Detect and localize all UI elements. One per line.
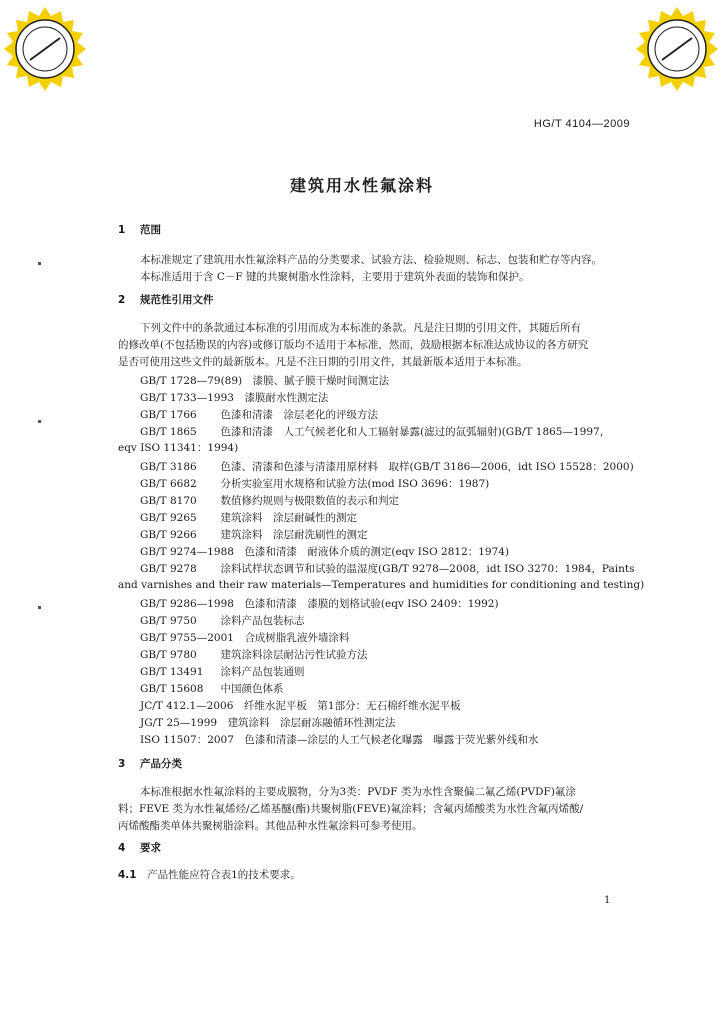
reference-item — [140, 614, 305, 628]
reference-item — [140, 562, 634, 576]
reference-title: 色漆和清漆 耐液体介质的测定(eqv ISO 2812：1974) — [244, 546, 510, 558]
reference-item — [140, 597, 499, 611]
reference-title: 建筑涂料 涂层耐冻融循环性测定法 — [227, 717, 396, 729]
reference-item — [140, 391, 328, 405]
section-1-heading — [118, 223, 161, 237]
reference-item — [140, 511, 357, 525]
pdf-xchange-badge-left[interactable] — [2, 6, 88, 92]
page-number: 1 — [604, 895, 611, 906]
reference-code: eqv ISO 11341：1994) — [118, 442, 239, 454]
reference-title: 色漆和清漆—涂层的人工气候老化曝露 曝露于荧光紫外线和水 — [244, 734, 539, 746]
reference-item — [140, 716, 396, 730]
star-seal-icon — [634, 6, 720, 92]
reference-code: GB/T 9278 — [140, 563, 197, 575]
reference-title: 涂料产品包装通则 — [220, 666, 305, 678]
paragraph: 本标准根据水性氟涂料的主要成膜物，分为3类：PVDF 类为水性含聚偏二氟乙烯(PVDF)氟涂 — [140, 786, 576, 798]
reference-code: GB/T 9265 — [140, 512, 197, 524]
reference-title: 漆膜、腻子膜干燥时间测定法 — [252, 375, 390, 387]
section-4-heading — [118, 841, 161, 855]
reference-code: GB/T 9755—2001 — [140, 632, 234, 644]
star-seal-icon — [2, 6, 88, 92]
clause-text: 产品性能应符合表1的技术要求。 — [147, 869, 301, 881]
pdf-xchange-badge-right[interactable] — [634, 6, 720, 92]
reference-code: GB/T 9286—1998 — [140, 598, 234, 610]
reference-code: GB/T 1728—79(89) — [140, 375, 243, 387]
paragraph: 下列文件中的条款通过本标准的引用而成为本标准的条款。凡是注日期的引用文件，其随后所有 — [140, 322, 581, 334]
reference-title: 漆膜耐水性测定法 — [244, 392, 329, 404]
reference-code: GB/T 15608 — [140, 683, 204, 695]
reference-title: 色漆和清漆 漆膜的划格试验(eqv ISO 2409：1992) — [244, 598, 499, 610]
section-title: 产品分类 — [140, 758, 182, 770]
section-number: 2 — [118, 294, 126, 306]
reference-item — [140, 460, 634, 474]
reference-item — [140, 408, 378, 422]
reference-title: 纤维水泥平板 第1部分：无石棉纤维水泥平板 — [243, 700, 461, 712]
reference-title: 色漆和清漆 涂层老化的评级方法 — [220, 409, 378, 421]
reference-code: GB/T 8170 — [140, 495, 197, 507]
reference-code: and varnishes and their raw materials—Temperatures and humidities for conditioning and testing) — [118, 579, 645, 591]
reference-code: GB/T 6682 — [140, 478, 197, 490]
reference-code: GB/T 1766 — [140, 409, 197, 421]
document-title: 建筑用水性氟涂料 — [289, 176, 434, 195]
reference-item — [140, 477, 489, 491]
scan-artifact — [38, 262, 41, 265]
section-title: 范围 — [140, 224, 161, 236]
reference-continuation — [118, 578, 644, 592]
reference-title: 色漆和清漆 人工气候老化和人工辐射暴露(滤过的氙弧辐射)(GB/T 1865—1997， — [220, 426, 611, 438]
reference-item — [140, 494, 399, 508]
reference-code: ISO 11507：2007 — [140, 734, 234, 746]
section-title: 要求 — [140, 842, 161, 854]
paragraph: 本标准规定了建筑用水性氟涂料产品的分类要求、试验方法、检验规则、标志、包装和贮存等内容。 — [140, 254, 602, 266]
reference-code: GB/T 9266 — [140, 529, 197, 541]
paragraph: 本标准适用于含 C－F 键的共聚树脂水性涂料，主要用于建筑外表面的装饰和保护。 — [140, 271, 530, 283]
reference-title: 建筑涂料 涂层耐洗刷性的测定 — [220, 529, 368, 541]
clause — [118, 868, 301, 882]
reference-item — [140, 374, 389, 388]
section-number: 4 — [118, 842, 126, 854]
reference-item — [140, 699, 461, 713]
reference-title: 涂料试样状态调节和试验的温湿度(GB/T 9278—2008，idt ISO 3270：1984，Paints — [220, 563, 635, 575]
reference-item — [140, 682, 284, 696]
paragraph: 丙烯酸酯类单体共聚树脂涂料。其他品种水性氟涂料可参考使用。 — [118, 820, 423, 832]
reference-code: GB/T 9274—1988 — [140, 546, 234, 558]
reference-item — [140, 648, 368, 662]
reference-item — [140, 733, 538, 747]
reference-item — [140, 528, 368, 542]
section-number: 1 — [118, 224, 126, 236]
reference-code: GB/T 3186 — [140, 461, 197, 473]
reference-item — [140, 665, 305, 679]
reference-title: 数值修约规则与极限数值的表示和判定 — [220, 495, 399, 507]
reference-code: GB/T 9750 — [140, 615, 197, 627]
section-title: 规范性引用文件 — [140, 294, 214, 306]
reference-item — [140, 545, 509, 559]
reference-code: GB/T 1733—1993 — [140, 392, 234, 404]
standard-code: HG/T 4104—2009 — [533, 118, 630, 130]
section-2-heading — [118, 293, 214, 307]
reference-title: 分析实验室用水规格和试验方法(mod ISO 3696：1987) — [220, 478, 490, 490]
reference-item — [140, 631, 349, 645]
paragraph: 料；FEVE 类为水性氟烯烃/乙烯基醚(酯)共聚树脂(FEVE)氟涂料；含氟丙烯酸类为水性含氟丙烯酸/ — [118, 803, 584, 815]
reference-continuation — [118, 441, 238, 455]
reference-item — [140, 425, 610, 439]
reference-title: 色漆、清漆和色漆与清漆用原材料 取样(GB/T 3186—2006，idt ISO 15528：2000) — [220, 461, 634, 473]
section-3-heading — [118, 757, 182, 771]
paragraph: 是否可使用这些文件的最新版本。凡是不注日期的引用文件，其最新版本适用于本标准。 — [118, 356, 528, 368]
reference-title: 合成树脂乳液外墙涂料 — [244, 632, 350, 644]
scan-artifact — [38, 420, 41, 423]
reference-code: GB/T 13491 — [140, 666, 204, 678]
reference-title: 涂料产品包装标志 — [220, 615, 305, 627]
reference-code: GB/T 9780 — [140, 649, 197, 661]
reference-title: 建筑涂料 涂层耐碱性的测定 — [220, 512, 357, 524]
reference-code: JG/T 25—1999 — [140, 717, 218, 729]
reference-title: 建筑涂料涂层耐沾污性试验方法 — [220, 649, 368, 661]
reference-title: 中国颜色体系 — [220, 683, 284, 695]
scan-artifact — [38, 606, 41, 609]
paragraph: 的修改单(不包括勘误的内容)或修订版均不适用于本标准，然而，鼓励根据本标准达成协议的各方研究 — [118, 339, 589, 351]
clause-number: 4.1 — [118, 869, 137, 881]
reference-code: JC/T 412.1—2006 — [140, 700, 234, 712]
reference-code: GB/T 1865 — [140, 426, 197, 438]
section-number: 3 — [118, 758, 126, 770]
